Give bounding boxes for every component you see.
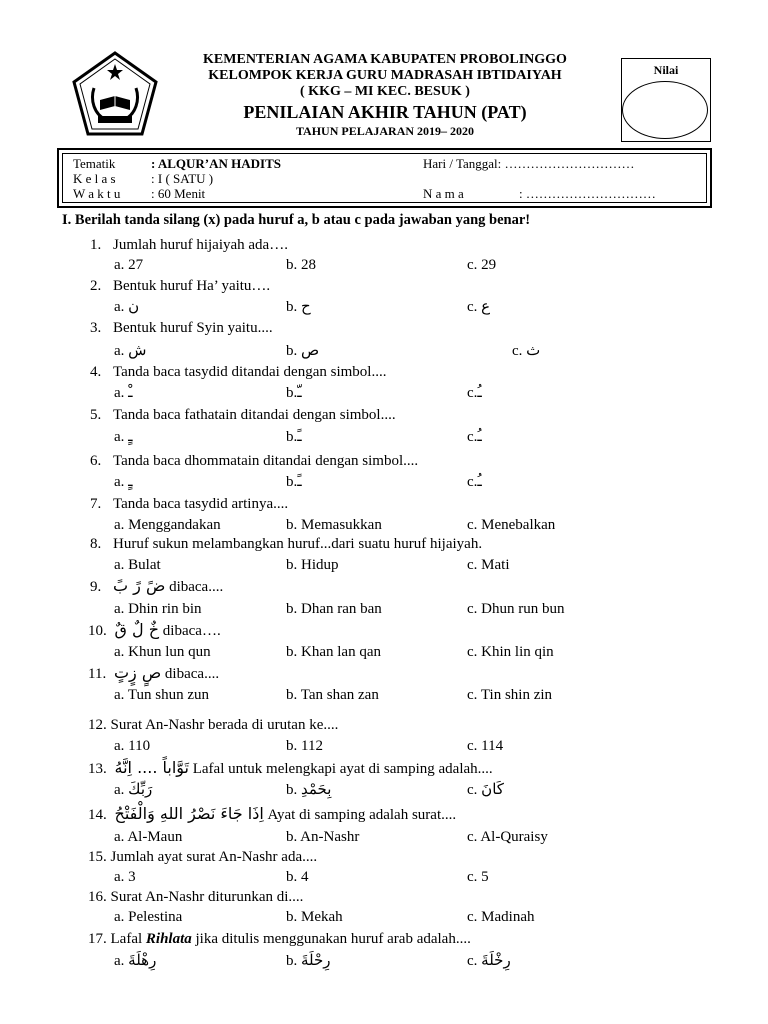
option-b: b. بِحَمْدِ [286, 782, 332, 798]
kelas-value: : I ( SATU ) [151, 171, 214, 186]
option-c: c. 114 [467, 738, 504, 754]
question-emphasis: Rihlata [145, 931, 192, 947]
option-a: a. Tun shun zun [114, 687, 210, 703]
question-text: Huruf sukun melambangkan huruf...dari suatu huruf hijaiyah. [113, 536, 483, 552]
question-number: 5. [90, 407, 102, 423]
kemenag-logo [70, 50, 160, 140]
option-c: c. Khin lin qin [467, 644, 554, 660]
question-text: Jumlah huruf hijaiyah ada…. [113, 237, 288, 253]
question-6 [90, 452, 418, 470]
option-c: c.ـُ [467, 385, 482, 401]
question-number: 14. [88, 807, 107, 823]
question-text: Ayat di samping adalah surat.... [263, 807, 457, 823]
option-c: c.ـُ [467, 474, 482, 490]
option-b: b. 4 [286, 869, 309, 885]
student-info-box [57, 148, 712, 208]
question-text: Jumlah ayat surat An-Nashr ada.... [110, 849, 318, 865]
option-a: a. ـٍ [114, 474, 133, 490]
option-b: b. Memasukkan [286, 517, 382, 533]
question-12 [88, 716, 338, 734]
option-a: a. ش [114, 343, 147, 359]
header-kkg: ( KKG – MI KEC. BESUK ) [300, 84, 470, 99]
question-text-prefix: Lafal [110, 931, 146, 947]
question-number: 9. [90, 579, 102, 595]
score-circle [622, 81, 708, 139]
question-number: 6. [90, 453, 102, 469]
option-b: b. Tan shan zan [286, 687, 379, 703]
question-2 [90, 277, 270, 295]
question-3 [90, 319, 273, 337]
option-c: c. رِخْلَةَ [467, 953, 511, 969]
question-number: 12. [88, 717, 107, 733]
option-b: b. 112 [286, 738, 323, 754]
question-number: 10. [88, 623, 107, 639]
tematik-value: : ALQUR’AN HADITS [151, 156, 282, 171]
option-c: c. 5 [467, 869, 489, 885]
option-b: b. 28 [286, 257, 316, 273]
header-ministry: KEMENTERIAN AGAMA KABUPATEN PROBOLINGGO [203, 52, 567, 67]
option-c: c. Madinah [467, 909, 535, 925]
option-a: a. ـٍ [114, 429, 133, 445]
option-b: b. An-Nashr [286, 829, 360, 845]
question-1 [90, 236, 288, 254]
question-number: 15. [88, 849, 107, 865]
question-number: 16. [88, 889, 107, 905]
option-b: b.ـً [286, 474, 302, 490]
question-16 [88, 888, 303, 906]
option-a: a. Menggandakan [114, 517, 221, 533]
waktu-value: : 60 Menit [151, 186, 206, 201]
kelas-label: K e l a s [73, 171, 116, 186]
question-text: Bentuk huruf Ha’ yaitu…. [113, 278, 271, 294]
option-b: b. Khan lan qan [286, 644, 381, 660]
question-arabic: ضً رً بً [113, 576, 166, 595]
nama-label: N a m a [423, 186, 464, 201]
question-text: dibaca.... [161, 666, 220, 682]
question-number: 7. [90, 496, 102, 512]
question-number: 3. [90, 320, 102, 336]
option-c: c. Mati [467, 557, 510, 573]
nama-field: : ………………………… [519, 186, 656, 201]
option-c: c. Menebalkan [467, 517, 556, 533]
question-text: Tanda baca dhommatain ditandai dengan simbol.... [113, 453, 419, 469]
option-c: c. Dhun run bun [467, 601, 565, 617]
question-arabic: اِذَا جَاءَ نَصْرُ اللهِ وَالْفَتْحُ [114, 804, 264, 823]
question-arabic: تَوَّاباً .... اِنَّهُ [114, 758, 189, 777]
question-number: 1. [90, 237, 102, 253]
question-8 [90, 535, 482, 553]
question-17 [88, 930, 471, 948]
option-a: a. رِهْلَةَ [114, 953, 157, 969]
question-text: Surat An-Nashr diturunkan di.... [110, 889, 304, 905]
option-b: b. ح [286, 299, 311, 315]
question-text: Surat An-Nashr berada di urutan ke.... [110, 717, 339, 733]
exam-title: PENILAIAN AKHIR TAHUN (PAT) [243, 102, 527, 122]
question-text: Tanda baca tasydid artinya.... [113, 496, 289, 512]
option-c: c. 29 [467, 257, 497, 273]
option-a: a. 27 [114, 257, 144, 273]
question-10 [88, 621, 221, 640]
academic-year: TAHUN PELAJARAN 2019– 2020 [295, 124, 475, 138]
question-text: dibaca.... [165, 579, 224, 595]
option-b: b. Dhan ran ban [286, 601, 382, 617]
question-number: 4. [90, 364, 102, 380]
option-a: a. Pelestina [114, 909, 183, 925]
hari-tanggal-field: Hari / Tanggal: ………………………… [423, 156, 635, 171]
question-15 [88, 848, 317, 866]
option-a: a. 3 [114, 869, 136, 885]
option-c: c. ث [512, 343, 541, 359]
option-a: a. رَبِّكَ [114, 782, 153, 798]
question-7 [90, 495, 288, 513]
question-text: dibaca…. [159, 623, 221, 639]
question-text: Lafal untuk melengkapi ayat di samping adalah.... [188, 761, 493, 777]
option-b: b. Hidup [286, 557, 339, 573]
tematik-label: Tematik [73, 156, 116, 171]
header-group: KELOMPOK KERJA GURU MADRASAH IBTIDAIYAH [208, 68, 562, 83]
section-instruction: I. Berilah tanda silang (x) pada huruf a, b atau c pada jawaban yang benar! [62, 212, 531, 228]
question-text: jika ditulis menggunakan huruf arab adalah.... [191, 931, 471, 947]
question-13 [88, 759, 493, 778]
question-number: 11. [88, 666, 107, 682]
question-5 [90, 406, 396, 424]
option-c: c. كَانَ [467, 782, 504, 798]
option-a: a. ن [114, 299, 140, 315]
score-box [621, 58, 711, 142]
option-a: a. ـْ [114, 385, 133, 401]
option-a: a. 110 [114, 738, 151, 754]
option-a: a. Bulat [114, 557, 161, 573]
question-number: 8. [90, 536, 102, 552]
option-a: a. Al-Maun [114, 829, 183, 845]
waktu-label: W a k t u [73, 186, 121, 201]
score-label: Nilai [653, 63, 679, 77]
option-b: b. ص [286, 343, 320, 359]
student-info-inner [62, 153, 707, 203]
question-number: 17. [88, 931, 107, 947]
question-number: 13. [88, 761, 107, 777]
option-a: a. Khun lun qun [114, 644, 211, 660]
question-arabic: خٌ لٌ قٌ [114, 620, 160, 639]
question-4 [90, 363, 386, 381]
question-text: Bentuk huruf Syin yaitu.... [113, 320, 273, 336]
option-a: a. Dhin rin bin [114, 601, 202, 617]
option-c: c. ع [467, 299, 491, 315]
option-b: b. رِحْلَةَ [286, 953, 331, 969]
option-b: b.ـً [286, 429, 302, 445]
document-header [160, 52, 610, 139]
question-text: Tanda baca fathatain ditandai dengan simbol.... [113, 407, 396, 423]
question-text: Tanda baca tasydid ditandai dengan simbol.... [113, 364, 387, 380]
question-9 [90, 577, 223, 596]
option-c: c. Al-Quraisy [467, 829, 548, 845]
option-b: b. Mekah [286, 909, 343, 925]
option-c: c.ـُ [467, 429, 482, 445]
question-arabic: صٍ زٍتٍ [113, 663, 162, 682]
question-number: 2. [90, 278, 102, 294]
question-14 [88, 805, 456, 824]
option-b: b.ـّ [286, 385, 302, 401]
question-11 [88, 664, 219, 683]
option-c: c. Tin shin zin [467, 687, 553, 703]
